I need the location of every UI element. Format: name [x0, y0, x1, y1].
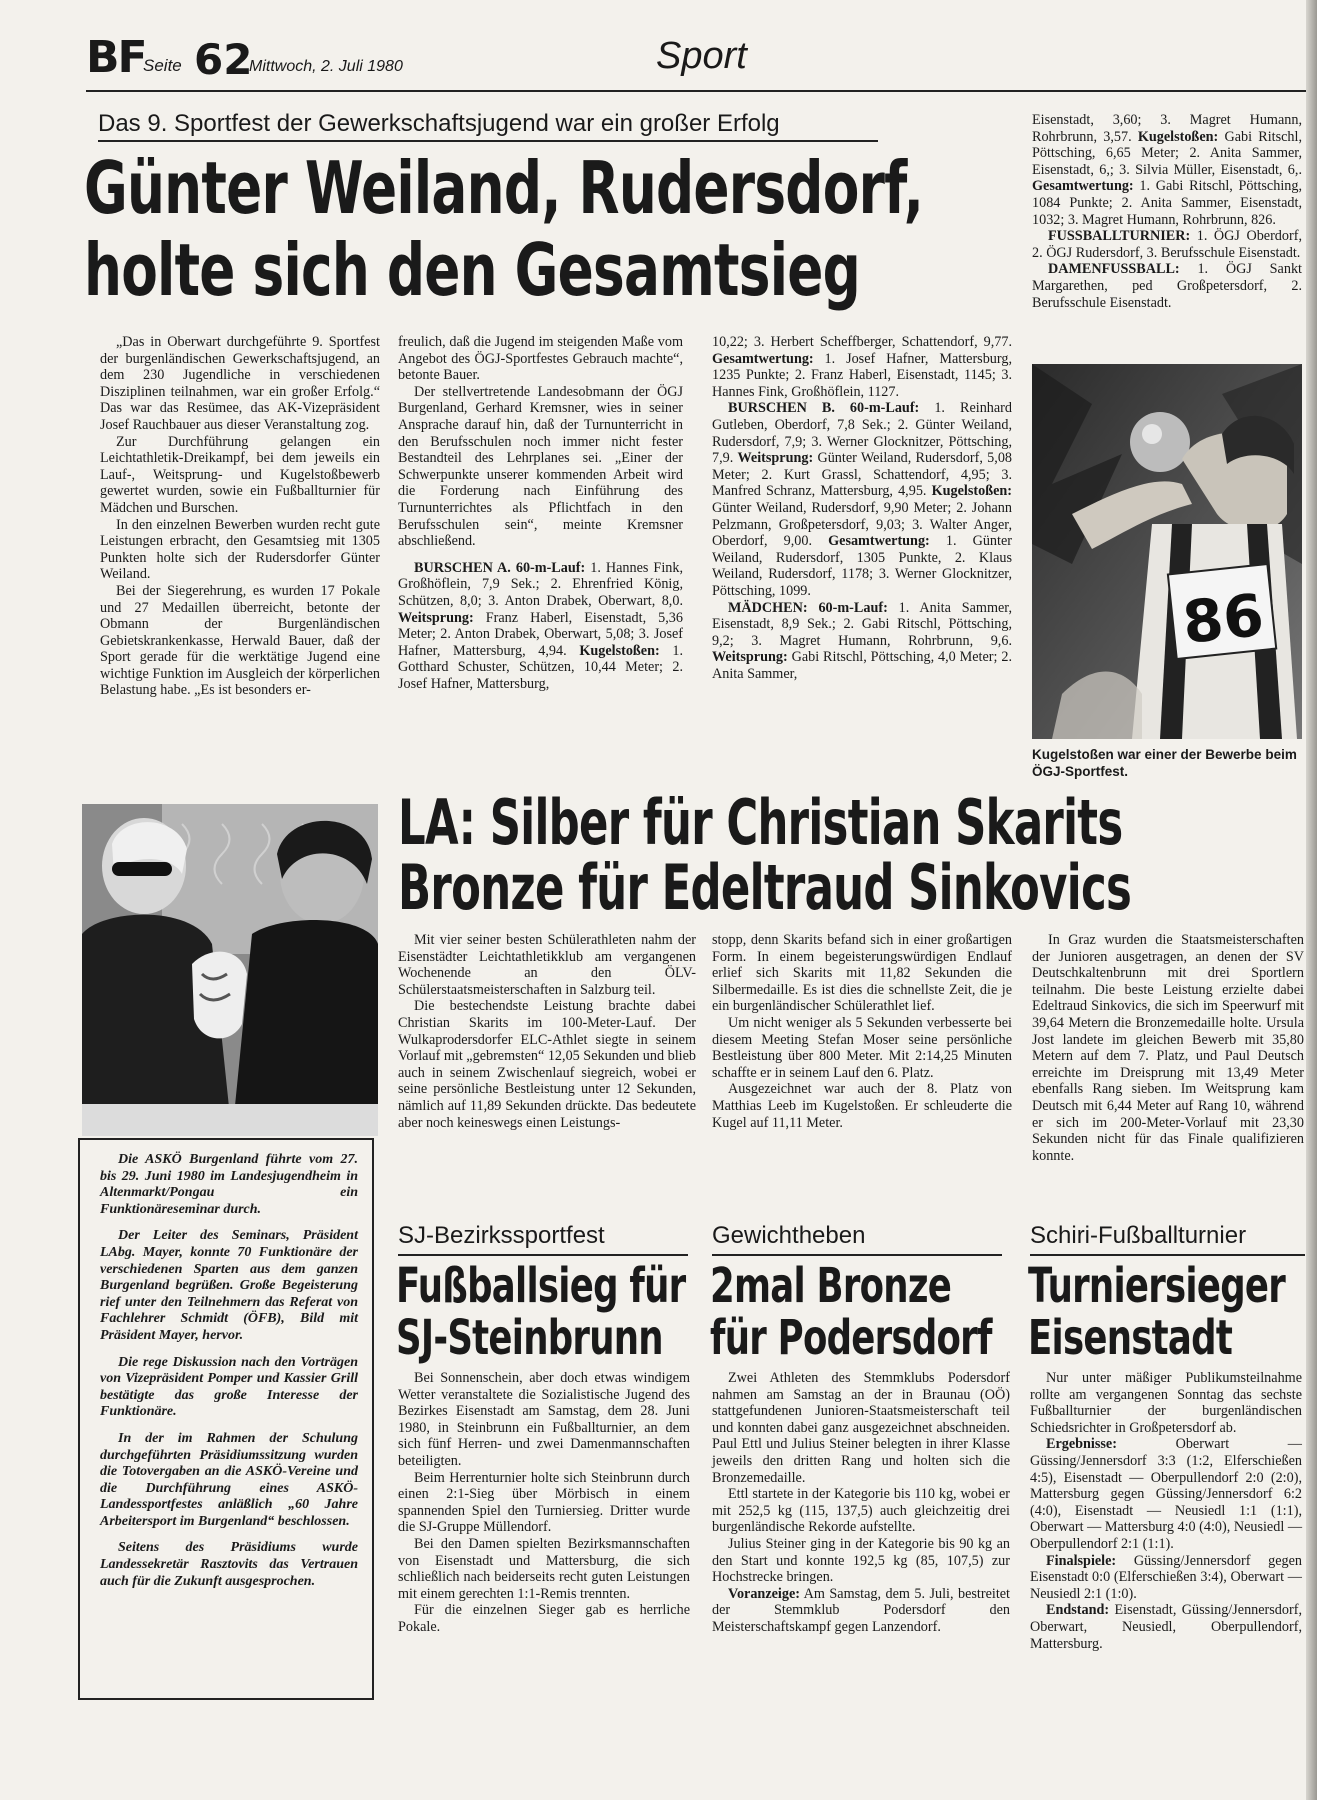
- issue-date: Mittwoch, 2. Juli 1980: [249, 58, 403, 75]
- paragraph: Die ASKÖ Burgenland führte vom 27. bis 29. Juni 1980 im Landesjugendheim in Altenmarkt/Pongau ein Funktionäreseminar durch.: [100, 1152, 358, 1217]
- paragraph: Ausgezeichnet war auch der 8. Platz von Matthias Leeb im Kugelstoßen. Er schleuderte die Kugel auf 11,11 Meter.: [712, 1081, 1012, 1131]
- seminar-illustration: [82, 804, 378, 1136]
- paragraph: Zwei Athleten des Stemmklubs Podersdorf nahmen am Samstag an der in Braunau (OÖ) stattgefundenen Junioren-Staatsmeisterschaft teil und konnten dabei ganz ausgezeichnet abschneiden. Paul Ettl und Julius Steiner belegten in ihrer Klasse jeweils den dritten Rang und holten sich die Bronzemedaille.: [712, 1370, 1010, 1486]
- results-paragraph: [1032, 112, 1302, 228]
- story1-headline-line1: Günter Weiland, Rudersdorf,: [84, 152, 924, 230]
- story5-headline: [1028, 1262, 1313, 1372]
- preview-paragraph: [712, 1586, 1010, 1636]
- results-label: Ergebnisse:: [1046, 1436, 1117, 1453]
- bib-number: 86: [1179, 580, 1267, 657]
- story5-headline-line1: Turniersieger: [1028, 1262, 1286, 1314]
- story2-headline-line2: Bronze für Edeltraud Sinkovics: [398, 851, 1132, 924]
- story5-kicker: Schiri-Fußballturnier: [1030, 1222, 1305, 1256]
- athlete-illustration: [1032, 364, 1302, 739]
- results-text: Gabi Ritschl, Pöttsching, 4,0 Meter; 2. Anita Sammer,: [712, 649, 1012, 682]
- preview-label: Voranzeige:: [728, 1585, 800, 1602]
- results-paragraph: [1030, 1553, 1302, 1603]
- results-label: BURSCHEN A. 60-m-Lauf:: [414, 559, 586, 576]
- story4-headline: [710, 1262, 1010, 1372]
- results-label: Kugelstoßen:: [931, 483, 1012, 500]
- paragraph: Zur Durchführung gelangen ein Leichtathletik-Dreikampf, bei dem jeweils ein Lauf-, Weitsprung- und Kugelstoßbewerb gewertet wurden, sowie ein Fußballturnier für Mädchen und Burschen.: [100, 433, 380, 516]
- paragraph: Bei den Damen spielten Bezirksmannschaften von Eisenstadt und Mattersburg, die sich schließlich nach beiderseits recht guten Leistungen mit einem gerechten 1:1-Remis trennten.: [398, 1535, 690, 1602]
- results-paragraph: [712, 600, 1012, 683]
- paragraph: Julius Steiner ging in der Kategorie bis 90 kg an den Start und konnte 192,5 kg (85, 107,5) zur Hochstrecke bringen.: [712, 1535, 1010, 1586]
- results-text: 1. Hannes Fink, Großhöflein, 7,9 Sek.; 2. Ehrenfried König, Schützen, 8,0; 3. Anton Drabek, Oberwart, 8,0.: [398, 559, 683, 609]
- shot-put-photo-caption: Kugelstoßen war einer der Bewerbe beim ÖGJ-Sportfest.: [1032, 747, 1297, 779]
- story1-column-3: [712, 334, 1012, 682]
- page-number: 62: [194, 35, 253, 84]
- askö-seminar-box: [78, 1138, 374, 1700]
- results-paragraph: [712, 400, 1012, 599]
- paragraph: Um nicht weniger als 5 Sekunden verbesserte bei diesem Meeting Stefan Moser seine persönliche Bestleistung über 800 Meter. Mit 2:14,25 Minuten schaffte er in seinem Lauf den 6. Platz.: [712, 1014, 1012, 1081]
- results-text: 1. Josef Hafner, Mattersburg, 1235 Punkte; 2. Franz Haberl, Eisenstadt, 1145; 3. Hannes Fink, Großhöflein, 1127.: [712, 350, 1012, 400]
- seminar-text: [100, 1152, 358, 1590]
- story2-column-1: [398, 932, 696, 1131]
- paragraph: Die bestechendste Leistung brachte dabei Christian Skarits im 100-Meter-Lauf. Der Wulkaprodersdorfer ELC-Athlet siegte in seinem Vorlauf mit „gebremsten“ 12,05 Sekunden und blieb auch in seinem Zwischenlauf siegreich, wobei er seine persönliche Bestleistung unter 12 Sekunden, nämlich auf 11,89 Sekunden drückte. Das bedeutete aber noch keineswegs einen Leistungs-: [398, 998, 697, 1131]
- results-text: Güssing/Jennersdorf gegen Eisenstadt 0:0 (Elferschießen 3:4), Oberwart — Neusiedl 2:1 (1:0).: [1030, 1552, 1302, 1602]
- story2-column-3: [1032, 932, 1304, 1164]
- story2-headline: [398, 792, 1298, 932]
- results-label: BURSCHEN B. 60-m-Lauf:: [728, 400, 920, 417]
- story1-column-1: [100, 334, 380, 699]
- paragraph: Der stellvertretende Landesobmann der ÖGJ Burgenland, Gerhard Kremsner, wies in seiner Ansprache darauf hin, daß der Turnunterricht in den Berufsschulen noch immer nicht fester Bestandteil des Lehrplanes sei. „Einer der Schwerpunkte unserer kommenden Arbeit wird die Forderung nach Einführung des Turnunterrichtes als Pflichtfach in den Berufsschulen sein“, meinte Kremsner abschließend.: [398, 383, 683, 550]
- masthead: [86, 30, 1306, 92]
- results-paragraph: [1030, 1602, 1302, 1652]
- story4-kicker: Gewichtheben: [712, 1222, 1002, 1256]
- results-label: MÄDCHEN: 60-m-Lauf:: [728, 599, 888, 616]
- results-label: Finalspiele:: [1046, 1552, 1117, 1569]
- paragraph: Für die einzelnen Sieger gab es herrliche Pokale.: [398, 1602, 690, 1635]
- paragraph: In Graz wurden die Staatsmeisterschaften der Junioren ausgetragen, an denen der SV Deutschkaltenbrunn mit drei Sportlern teilnahm. Die beste Leistung erzielte dabei Edeltraud Sinkovics, die sich im Speerwurf mit 39,64 Metern die Bronzemedaille holte. Ursula Jost landete im gleichen Bewerb mit 35,80 Metern auf dem 7. Platz, und Paul Deutsch erreichte im Dreisprung mit 13,49 Meter ebenfalls Rang sieben. Im Weitsprung kam Deutsch mit 6,44 Meter auf Rang 10, während er sich im 200-Meter-Vorlauf mit 23,30 Sekunden nicht für das Finale qualifizieren konnte.: [1032, 932, 1304, 1164]
- results-label: FUSSBALLTURNIER:: [1048, 228, 1191, 245]
- results-label: Weitsprung:: [398, 609, 474, 626]
- page-label: Seite: [143, 56, 182, 75]
- paragraph: Bei Sonnenschein, aber doch etwas windigem Wetter veranstaltete die Sozialistische Jugend des Bezirkes Eisenstadt am Samstag, dem 28. Juni 1980, in Steinbrunn ein Fußballturnier, an dem sich fünf Herren- und zwei Damenmannschaften beteiligten.: [398, 1370, 690, 1469]
- results-label: Kugelstoßen:: [579, 642, 660, 659]
- story4-headline-line2: für Podersdorf: [710, 1310, 992, 1366]
- results-text: Günter Weiland, Rudersdorf, 9,90 Meter; 2. Johann Pelzmann, Großpetersdorf, 9,03; 3. Walter Anger, Oberdorf, 9,00.: [712, 499, 1012, 550]
- results-label: Kugelstoßen:: [1137, 128, 1219, 145]
- paragraph: freulich, daß die Jugend im steigenden Maße vom Angebot des ÖGJ-Sportfestes Gebrauch machte“, betonte Bauer.: [398, 334, 683, 384]
- results-label: Gesamtwertung:: [712, 350, 814, 367]
- story3-headline-line1: Fußballsieg für: [396, 1262, 686, 1314]
- results-label: Weitsprung:: [737, 450, 814, 467]
- story5-body: [1030, 1370, 1302, 1652]
- story4-body: [712, 1370, 1010, 1636]
- newspaper-logo: BF: [86, 32, 146, 83]
- story1-column-2: [398, 334, 683, 692]
- results-text: Eisenstadt, 3,60; 3. Magret Humann, Rohrbrunn, 3,57.: [1032, 112, 1302, 145]
- paragraph: Bei der Siegerehrung, es wurden 17 Pokale und 27 Medaillen überreicht, betonte der Obmann der Burgenländischen Gebietskrankenkasse, Herwald Bauer, daß der Sport gerade für die werktätige Jugend eine wichtige Funktion im Ausgleich der körperlichen Belastung habe. „Es ist besonders er-: [100, 582, 380, 699]
- results-text: Günter Weiland, Rudersdorf, 5,08 Meter; 2. Kurt Grassl, Schattendorf, 4,95; 3. Manfred Schranz, Mattersburg, 4,95.: [712, 450, 1013, 500]
- paragraph: In der im Rahmen der Schulung durchgeführten Präsidiumssitzung wurden die Totovergaben an die ASKÖ-Vereine und die Durchführung eines ASKÖ-Landessportfestes anläßlich „60 Jahre Arbeitersport im Burgenland“ beschlossen.: [100, 1430, 358, 1529]
- story3-kicker: SJ-Bezirkssportfest: [398, 1222, 688, 1256]
- paragraph: stopp, denn Skarits befand sich in einer großartigen Form. In einem begeisterungswürdigen Endlauf erlief sich Skarits mit 11,82 Sekunden die Silbermedaille. Es ist dies die schnellste Zeit, die je ein burgenländischer Schülerathlet lief.: [712, 932, 1012, 1015]
- results-paragraph: [1030, 1436, 1302, 1552]
- paragraph: „Das in Oberwart durchgeführte 9. Sportfest der burgenländischen Gewerkschaftsjugend, an dem 230 Jugendliche in verschiedenen Disziplinen teilnahmen, war ein großer Erfolg.“ Das war das Resümee, das AK-Vizepräsident Josef Rauchbauer aus dieser Veranstaltung zog.: [100, 334, 380, 433]
- paragraph: In den einzelnen Bewerben wurden recht gute Leistungen erbracht, den Gesamtsieg mit 1305 Punkten holte sich der Rudersdorfer Günter Weiland.: [100, 516, 380, 583]
- results-text: 1. ÖGJ Oberdorf, 2. ÖGJ Rudersdorf, 3. Berufsschule Eisenstadt.: [1032, 228, 1302, 261]
- paragraph: Seitens des Präsidiums wurde Landessekretär Rasztovits das Vertrauen auch für die Zukunft ausgesprochen.: [100, 1540, 358, 1589]
- paragraph: Der Leiter des Seminars, Präsident LAbg. Mayer, konnte 70 Funktionäre der verschiedenen Sparten aus dem ganzen Burgenland begrüßen. Große Begeisterung rief unter den Teilnehmern das Referat von Fachlehrer Schmidt (ÖFB), Bild mit Präsident Mayer, hervor.: [100, 1228, 358, 1343]
- results-text: 1. Reinhard Gutleben, Oberdorf, 7,8 Sek.; 2. Günter Weiland, Rudersdorf, 7,9; 3. Werner Glocknitzer, Pöttsching, 7,9.: [712, 400, 1012, 467]
- results-text: Gabi Ritschl, Pöttsching, 6,65 Meter; 2. Anita Sammer, Eisenstadt, 6,; 3. Silvia Müller, Eisenstadt, 6,.: [1032, 128, 1302, 178]
- results-text: 1. Günter Weiland, Rudersdorf, 1305 Punkte, 2. Klaus Weiland, Rudersdorf, 1178; 3. Werner Glocknitzer, Pöttsching, 1099.: [712, 533, 1012, 599]
- results-text: Oberwart — Güssing/Jennersdorf 3:3 (1:2, Elferschießen 4:5), Eisenstadt — Oberpullendorf 2:0 (2:0), Mattersburg gegen Güssing/Jennersdorf 6:2 (4:0), Eisenstadt — Neusiedl 1:1 (1:1), Oberwart — Mattersburg 4:0 (4:0), Neusiedl — Oberpullendorf 2:1 (1:1).: [1030, 1436, 1303, 1552]
- results-label: Gesamtwertung:: [828, 533, 930, 550]
- shot-put-photo: [1032, 364, 1302, 739]
- paragraph: Beim Herrenturnier holte sich Steinbrunn durch einen 2:1-Sieg über Mörbisch in einem spannenden Spiel den Turniersieg. Dritter wurde die SJ-Gruppe Müllendorf.: [398, 1469, 690, 1536]
- results-label: Weitsprung:: [712, 649, 788, 666]
- paragraph: Mit vier seiner besten Schülerathleten nahm der Eisenstädter Leichtathletikklub am vergangenen Wochenende an den ÖLV-Schülerstaatsmeisterschaften in Salzburg teil.: [398, 932, 696, 998]
- results-text: 1. Gabi Ritschl, Pöttsching, 1084 Punkte; 2. Anita Sammer, Eisenstadt, 1032; 3. Magret Humann, Rohrbrunn, 826.: [1032, 178, 1302, 228]
- seminar-photo: [82, 804, 378, 1136]
- story3-headline: [396, 1262, 696, 1372]
- story2-headline-line1: LA: Silber für Christian Skarits: [398, 792, 1123, 859]
- results-label: DAMENFUSSBALL:: [1048, 261, 1180, 278]
- story1-column-4: [1032, 112, 1302, 362]
- story3-headline-line2: SJ-Steinbrunn: [396, 1310, 663, 1366]
- results-paragraph: [398, 560, 683, 693]
- results-text: Eisenstadt, Güssing/Jennersdorf, Oberwart, Neusiedl, Oberpullendorf, Mattersburg.: [1030, 1602, 1302, 1652]
- section-title: Sport: [656, 35, 747, 77]
- story1-headline-line2: holte sich den Gesamtsieg: [84, 228, 861, 312]
- story1-headline: [84, 152, 1004, 322]
- results-text: 1. Anita Sammer, Eisenstadt, 8,9 Sek.; 2. Gabi Ritschl, Pöttsching, 9,2; 3. Magret Humann, Rohrbrunn, 9,6.: [712, 599, 1013, 649]
- paragraph: Nur unter mäßiger Publikumsteilnahme rollte am vergangenen Sonntag das sechste Fußballturnier der burgenländischen Schiedsrichter in Großpetersdorf ab.: [1030, 1370, 1302, 1436]
- results-paragraph: [1032, 228, 1302, 261]
- story1-kicker: Das 9. Sportfest der Gewerkschaftsjugend war ein großer Erfolg: [98, 110, 878, 142]
- preview-text: Am Samstag, dem 5. Juli, bestreitet der Stemmklub Podersdorf den Meisterschaftskampf gegen Lanzendorf.: [712, 1585, 1010, 1635]
- paragraph: Die rege Diskussion nach den Vorträgen von Vizepräsident Pomper und Kassier Grill bestätigte das große Interesse der Funktionäre.: [100, 1354, 358, 1420]
- page-edge: [1306, 0, 1317, 1800]
- story3-body: [398, 1370, 690, 1636]
- results-text: 10,22; 3. Herbert Scheffberger, Schattendorf, 9,77.: [712, 334, 1012, 350]
- results-paragraph: [1032, 261, 1302, 311]
- results-label: Gesamtwertung:: [1032, 178, 1134, 195]
- story2-column-2: [712, 932, 1012, 1131]
- results-text: 1. Gotthard Schuster, Schützen, 10,44 Meter; 2. Josef Hafner, Mattersburg,: [398, 642, 684, 692]
- results-label: Endstand:: [1046, 1602, 1110, 1619]
- story4-headline-line1: 2mal Bronze: [710, 1262, 952, 1314]
- paragraph: Ettl startete in der Kategorie bis 110 kg, wobei er mit 252,5 kg (115, 137,5) auch gleichzeitig drei burgenländische Rekorde aufstellte.: [712, 1486, 1010, 1536]
- story5-headline-line2: Eisenstadt: [1028, 1310, 1233, 1366]
- results-text: Franz Haberl, Eisenstadt, 5,36 Meter; 2. Anton Drabek, Oberwart, 5,08; 3. Josef Hafner, Mattersburg, 4,94.: [398, 609, 683, 659]
- results-paragraph: [712, 334, 1012, 400]
- results-text: 1. ÖGJ Sankt Margarethen, ped Großpetersdorf, 2. Berufsschule Eisenstadt.: [1032, 261, 1302, 311]
